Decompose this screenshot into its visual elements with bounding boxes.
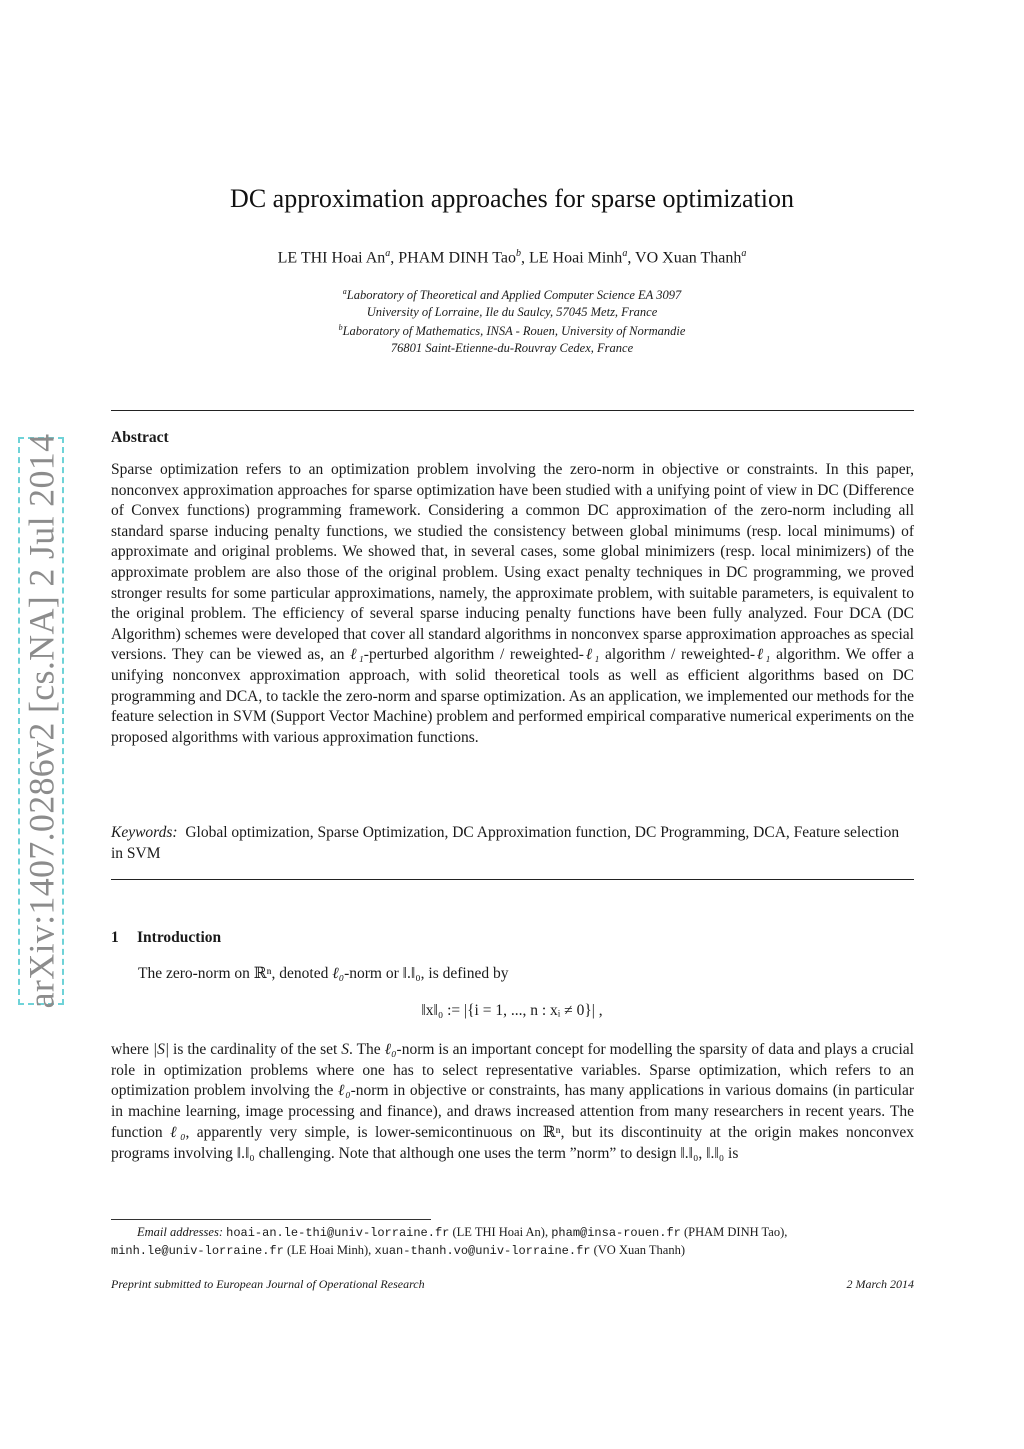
zero-norm-equation: ‖x‖₀ := |{i = 1, ..., n : xᵢ ≠ 0}| , [421, 1002, 603, 1019]
affiliation-line: $^b$Laboratory of Mathematics, INSA - Rouen, University of Normandie [338, 323, 686, 339]
affiliations [0, 284, 1024, 356]
preprint-note: Preprint submitted to European Journal of Operational Research [111, 1277, 425, 1291]
email-link[interactable]: xuan-thanh.vo@univ-lorraine.fr [374, 1244, 591, 1258]
abstract-top-rule [111, 410, 914, 411]
abstract-bottom-rule [111, 879, 914, 880]
author-list: LE THI Hoai An$^a$, PHAM DINH Tao$^b$, LE Hoai Minh$^a$, VO Xuan Thanh$^a$ [277, 248, 747, 267]
keywords [111, 823, 914, 864]
section-heading [111, 929, 221, 947]
affiliation-line: 76801 Saint-Etienne-du-Rouvray Cedex, France [390, 340, 634, 355]
affiliation-line: University of Lorraine, Ile du Saulcy, 57045 Metz, France [366, 304, 658, 319]
author-name: PHAM DINH Tao [398, 249, 516, 267]
author-name: LE THI Hoai An [277, 249, 386, 267]
intro-first-line: The zero-norm on ℝⁿ, denoted ℓ₀-norm or ‖.‖₀, is defined by [138, 965, 509, 982]
author-name: VO Xuan Thanh [635, 249, 742, 267]
paper-title: DC approximation approaches for sparse optimization [230, 184, 794, 213]
email-link[interactable]: minh.le@univ-lorraine.fr [111, 1244, 284, 1258]
abstract-text: Sparse optimization refers to an optimization problem involving the zero-norm in objective or constraints. In this paper, nonconvex approximation approaches for sparse optimization have been studied with a unifying point of view in DC (Difference of Convex functions) programming framework. Considering a common DC approximation of the zero-norm including all standard sparse inducing penalty functions, we studied the consistency between global minimums (resp. local minimums) of approximate and original problems. We showed that, in several cases, some global minimizers (resp. local minimizers) of the approximate problem are also those of the original problem. Using exact penalty techniques in DC programming, we proved stronger results for some particular approximations, namely, the approximate problem, with suitable parameters, is equivalent to the original problem. The efficiency of several sparse inducing penalty functions have been fully analyzed. Four DCA (DC Algorithm) schemes were developed that cover all standard algorithms in nonconvex sparse approximation approaches as special versions. They can be viewed as, an ℓ₁-perturbed algorithm / reweighted-ℓ₁ algorithm / reweighted-ℓ₁ algorithm. We offer a unifying nonconvex approximation approach, with solid theoretical tools as well as efficient algorithms based on DC programming and DCA, to tackle the zero-norm and sparse optimization. As an application, we implemented our methods for the feature selection in SVM (Support Vector Machine) problem and performed empirical comparative numerical experiments on the proposed algorithms with various approximation functions. [111, 461, 914, 746]
section-title: Introduction [137, 929, 222, 946]
abstract-heading: Abstract [111, 429, 169, 446]
email-footnote: Email addresses: hoai-an.le-thi@univ-lorraine.fr (LE THI Hoai An), pham@insa-rouen.fr (PHAM DINH Tao), minh.le@univ-lorraine.fr (LE Hoai Minh), xuan-thanh.vo@univ-lorraine.fr (VO Xuan Thanh) [111, 1225, 788, 1258]
footnote-label: Email addresses: [137, 1225, 223, 1239]
affiliation-mark: a [385, 248, 391, 259]
footnote-rule [111, 1219, 431, 1220]
arxiv-identifier: arXiv:1407.0286v2 [cs.NA] 2 Jul 2014 [21, 433, 61, 1009]
email-link[interactable]: hoai-an.le-thi@univ-lorraine.fr [226, 1226, 450, 1240]
email-link[interactable]: pham@insa-rouen.fr [551, 1226, 681, 1240]
keywords-text: Global optimization, Sparse Optimization, DC Approximation function, DC Programming, DCA, Feature selection in SVM [111, 824, 900, 862]
arxiv-stamp [18, 433, 64, 1009]
section-number: 1 [111, 929, 119, 946]
preprint-date: 2 March 2014 [846, 1277, 914, 1291]
intro-paragraph: where |S| is the cardinality of the set S. The ℓ₀-norm is an important concept for modelling the sparsity of data and plays a crucial role in optimization problems where one has to select representative variables. Sparse optimization, which refers to an optimization problem involving the ℓ₀-norm in objective or constraints, has many applications in various domains (in particular in machine learning, image processing and finance), and draws increased attention from many researchers in recent years. The function ℓ₀, apparently very simple, is lower-semicontinuous on ℝⁿ, but its discontinuity at the origin makes nonconvex programs involving ‖.‖₀ challenging. Note that although one uses the term ”norm” to design ‖.‖₀, ‖.‖₀ is [111, 1041, 914, 1162]
keywords-label: Keywords: [111, 824, 178, 841]
affiliation-mark: a [622, 248, 628, 259]
author-name: LE Hoai Minh [528, 249, 623, 267]
affiliation-mark: b [515, 248, 521, 259]
affiliation-mark: a [741, 248, 747, 259]
affiliation-line: $^a$Laboratory of Theoretical and Applied Computer Science EA 3097 [342, 287, 682, 303]
